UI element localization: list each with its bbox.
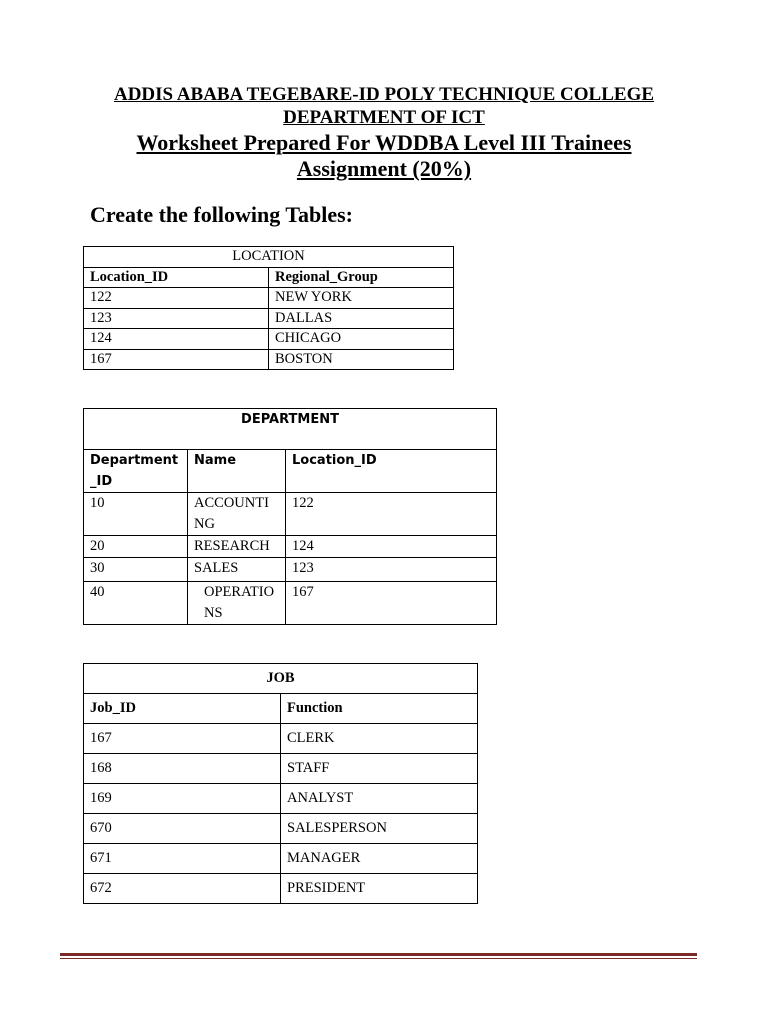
table-row	[84, 582, 497, 625]
department-cell: 20	[84, 536, 188, 558]
job-header-id: Job_ID	[84, 694, 281, 724]
table-row	[84, 814, 478, 844]
job-cell: CLERK	[281, 724, 478, 754]
college-title: ADDIS ABABA TEGEBARE-ID POLY TECHNIQUE COLLEGE	[113, 84, 655, 105]
department-header-name: Name	[188, 450, 286, 493]
department-cell: 30	[84, 558, 188, 582]
location-cell: BOSTON	[269, 349, 454, 370]
department-cell: 122	[286, 493, 497, 536]
location-cell: 123	[84, 308, 269, 329]
department-cell: 167	[286, 582, 497, 625]
table-row	[84, 288, 454, 309]
table-row	[84, 844, 478, 874]
table-row	[84, 308, 454, 329]
location-cell: NEW YORK	[269, 288, 454, 309]
location-table	[83, 246, 454, 370]
job-cell: 670	[84, 814, 281, 844]
table-row	[84, 874, 478, 904]
department-cell: SALES	[188, 558, 286, 582]
department-cell: 40	[84, 582, 188, 625]
table-row	[84, 349, 454, 370]
job-cell: 672	[84, 874, 281, 904]
job-cell: 168	[84, 754, 281, 784]
department-header-id: Department _ID	[84, 450, 188, 493]
job-caption: JOB	[84, 664, 478, 694]
table-row	[84, 493, 497, 536]
location-header-id: Location_ID	[84, 267, 269, 288]
location-cell: 122	[84, 288, 269, 309]
job-header-function: Function	[281, 694, 478, 724]
location-cell: DALLAS	[269, 308, 454, 329]
table-row	[84, 329, 454, 350]
department-cell: 123	[286, 558, 497, 582]
job-cell: ANALYST	[281, 784, 478, 814]
job-table	[83, 663, 478, 904]
location-cell: CHICAGO	[269, 329, 454, 350]
footer-rule-thin	[60, 958, 697, 959]
footer-rule	[60, 953, 697, 956]
table-row	[84, 724, 478, 754]
job-cell: PRESIDENT	[281, 874, 478, 904]
table-row	[84, 754, 478, 784]
department-cell: ACCOUNTI NG	[188, 493, 286, 536]
job-cell: 671	[84, 844, 281, 874]
department-cell: RESEARCH	[188, 536, 286, 558]
location-header-group: Regional_Group	[269, 267, 454, 288]
worksheet-title: Worksheet Prepared For WDDBA Level III Trainees	[136, 130, 632, 155]
department-header-location: Location_ID	[286, 450, 497, 493]
job-cell: 169	[84, 784, 281, 814]
assignment-title: Assignment (20%)	[296, 156, 472, 181]
location-cell: 167	[84, 349, 269, 370]
job-cell: SALESPERSON	[281, 814, 478, 844]
intro-heading: Create the following Tables:	[90, 202, 353, 227]
department-table	[83, 408, 497, 625]
department-title: DEPARTMENT OF ICT	[283, 107, 485, 128]
location-caption: LOCATION	[84, 247, 454, 268]
table-row	[84, 536, 497, 558]
job-cell: MANAGER	[281, 844, 478, 874]
table-row	[84, 558, 497, 582]
job-cell: 167	[84, 724, 281, 754]
department-caption: DEPARTMENT	[84, 409, 497, 450]
location-cell: 124	[84, 329, 269, 350]
table-row	[84, 784, 478, 814]
department-cell: OPERATIO NS	[188, 582, 286, 625]
department-cell: 124	[286, 536, 497, 558]
department-cell: 10	[84, 493, 188, 536]
job-cell: STAFF	[281, 754, 478, 784]
